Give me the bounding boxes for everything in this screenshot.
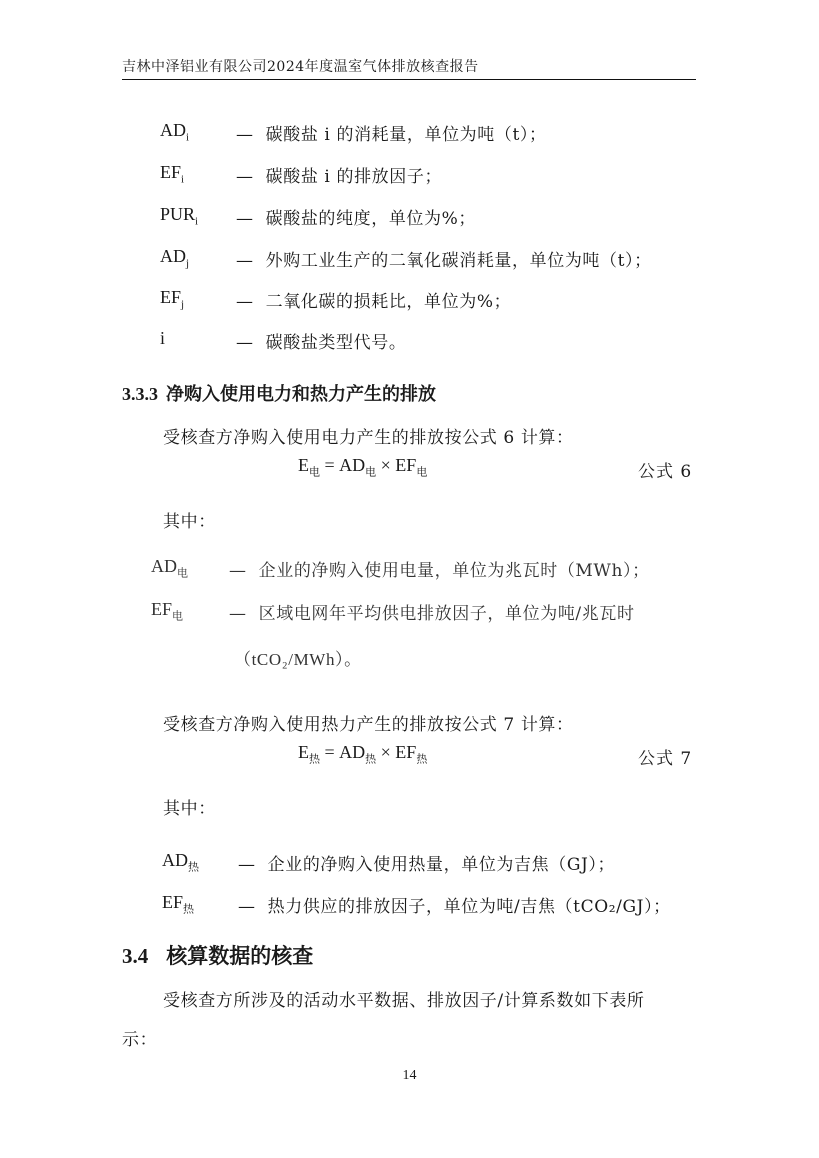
section-heading-3-4: 3.4 核算数据的核查 bbox=[122, 944, 314, 968]
section-3-4-paragraph-line2: 示： bbox=[122, 1030, 158, 1050]
electricity-where: 其中： bbox=[163, 512, 216, 532]
definition-text: — 外购工业生产的二氧化碳消耗量，单位为吨（t）； bbox=[236, 251, 652, 271]
heat-intro: 受核查方净购入使用热力产生的排放按公式 7 计算： bbox=[163, 715, 574, 735]
electricity-intro: 受核查方净购入使用电力产生的排放按公式 6 计算： bbox=[163, 428, 574, 448]
electricity-unit-line: （tCO₂/MWh）。 bbox=[234, 650, 362, 669]
formula-7: $E_热 = AD_热 \times EF_热$ bbox=[298, 742, 428, 766]
definition-text: — 企业的净购入使用热量，单位为吉焦（GJ）； bbox=[238, 855, 616, 875]
page-header: 吉林中泽铝业有限公司2024年度温室气体排放核查报告 bbox=[122, 59, 479, 75]
definition-symbol: $PUR_i$ bbox=[160, 204, 199, 228]
definition-symbol: $EF_电$ bbox=[151, 599, 184, 623]
definition-symbol: $EF_j$ bbox=[160, 287, 185, 311]
section-3-4-paragraph-line1: 受核查方所涉及的活动水平数据、排放因子/计算系数如下表所 bbox=[163, 991, 645, 1011]
definition-symbol: $AD_电$ bbox=[151, 556, 188, 580]
section-heading-3-3-3: 3.3.3 净购入使用电力和热力产生的排放 bbox=[122, 384, 436, 405]
definition-symbol: $AD_i$ bbox=[160, 120, 190, 144]
definition-symbol: $AD_热$ bbox=[162, 850, 199, 874]
definition-text: — 热力供应的排放因子，单位为吨/吉焦（tCO₂/GJ）； bbox=[238, 897, 671, 917]
formula-6-label: 公式 6 bbox=[638, 462, 693, 482]
definition-text: — 碳酸盐的纯度，单位为%； bbox=[236, 209, 476, 229]
page-number: 14 bbox=[402, 1068, 417, 1083]
formula-6: $E_电 = AD_电 \times EF_电$ bbox=[298, 455, 428, 479]
header-rule bbox=[122, 79, 696, 80]
definition-text: — 碳酸盐 i 的排放因子； bbox=[236, 167, 443, 187]
definition-symbol: $EF_热$ bbox=[162, 892, 195, 916]
heat-where: 其中： bbox=[163, 799, 216, 819]
definition-symbol: $AD_j$ bbox=[160, 246, 190, 270]
formula-7-label: 公式 7 bbox=[638, 749, 693, 769]
definition-text: — 碳酸盐类型代号。 bbox=[236, 333, 407, 353]
definition-text: — 碳酸盐 i 的消耗量，单位为吨（t）； bbox=[236, 125, 547, 145]
definition-text: — 二氧化碳的损耗比，单位为%； bbox=[236, 292, 512, 312]
definition-text: — 企业的净购入使用电量，单位为兆瓦时（MWh）； bbox=[229, 561, 650, 581]
definition-symbol: $EF_i$ bbox=[160, 162, 185, 186]
definition-text: — 区域电网年平均供电排放因子，单位为吨/兆瓦时 bbox=[229, 604, 635, 624]
definition-symbol: i bbox=[160, 328, 166, 348]
